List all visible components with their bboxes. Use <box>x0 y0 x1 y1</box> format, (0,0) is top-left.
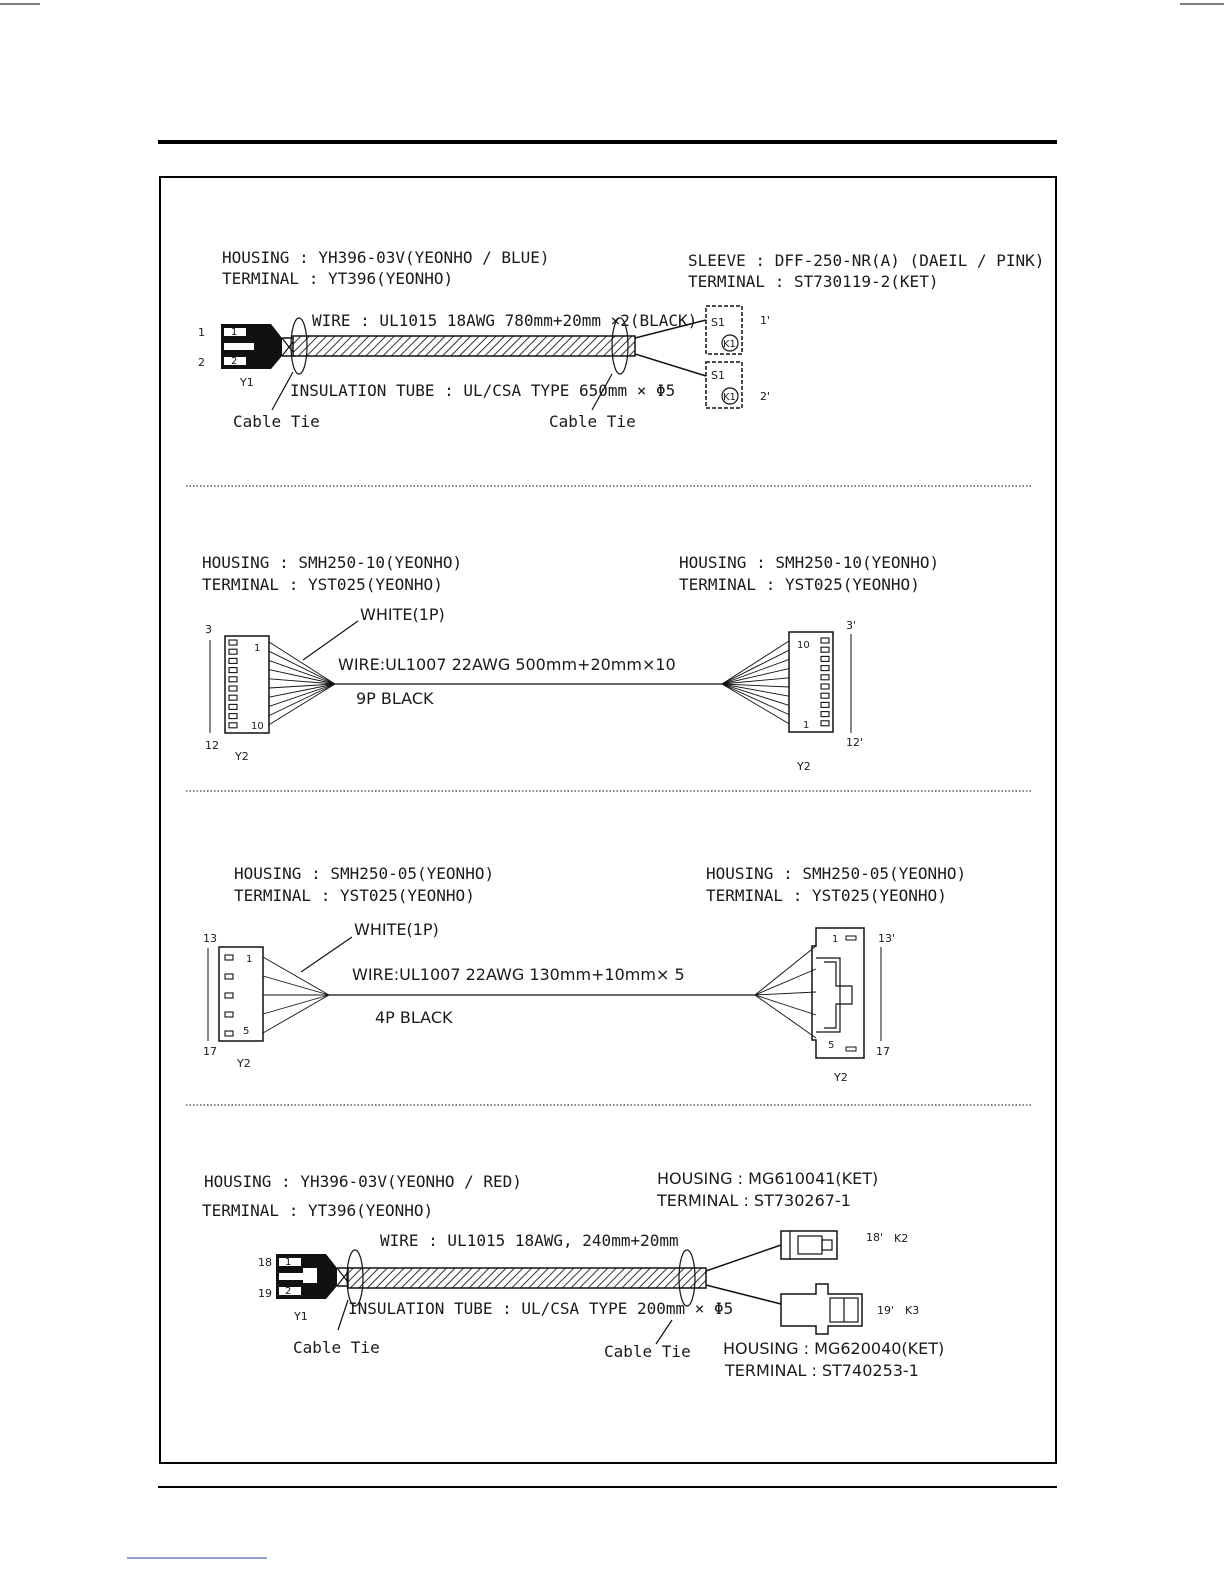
terminal-code: K1 <box>723 339 736 350</box>
white-wire-label: WHITE(1P) <box>354 920 439 939</box>
cable-tie-label: Cable Tie <box>549 412 636 431</box>
pin-number: 17 <box>203 1045 217 1058</box>
sleeve-code: S1 <box>711 316 725 329</box>
terminal-slot <box>229 723 237 728</box>
left-housing-label: HOUSING : YH396-03V(YEONHO / BLUE) <box>222 248 550 267</box>
wire-spec: WIRE : UL1015 18AWG, 240mm+20mm <box>380 1231 679 1250</box>
pin-number: 3' <box>846 619 857 632</box>
terminal-slot <box>821 647 829 652</box>
terminal-code: K1 <box>723 392 736 403</box>
slot-number: 1 <box>231 327 238 338</box>
right-housing-label: HOUSING : SMH250-10(YEONHO) <box>679 553 940 572</box>
slot-number: 1 <box>285 1257 292 1268</box>
harness-diagram-4 <box>202 1169 944 1380</box>
terminal-slot <box>229 649 237 654</box>
slot-number: 5 <box>243 1026 250 1037</box>
terminal-slot <box>821 638 829 643</box>
terminal-slot <box>225 1012 233 1017</box>
wire-spec: WIRE:UL1007 22AWG 130mm+10mm× 5 <box>352 965 685 984</box>
pin-number: 13 <box>203 932 217 945</box>
slot-number: 2 <box>285 1286 292 1297</box>
wire-strand <box>263 995 329 1033</box>
connector-code: Y2 <box>834 1071 848 1084</box>
right-housing-label: HOUSING : MG620040(KET) <box>723 1339 945 1358</box>
right-terminal-label: TERMINAL : ST740253-1 <box>725 1361 919 1380</box>
terminal-slot <box>225 955 233 960</box>
connector-code: Y2 <box>797 760 811 773</box>
left-terminal-label: TERMINAL : YST025(YEONHO) <box>202 575 443 594</box>
terminal-slot <box>821 693 829 698</box>
wire-strand <box>263 957 329 995</box>
wire-strand <box>722 659 789 684</box>
housing-connector-y1 <box>276 1254 337 1299</box>
slot-number: 10 <box>251 721 264 732</box>
wire-strand <box>755 946 816 995</box>
wire-strand <box>755 992 816 995</box>
housing-connector-k2 <box>781 1231 837 1259</box>
wire-strand <box>269 651 335 684</box>
wire-fan-right <box>755 946 816 1038</box>
terminal-slot <box>225 993 233 998</box>
sleeve-label: SLEEVE : DFF-250-NR(A) (DAEIL / PINK) <box>688 251 1045 270</box>
slot-number: 2 <box>231 356 238 367</box>
housing-connector-k3 <box>781 1284 862 1334</box>
pin-number: 18 <box>258 1256 272 1269</box>
left-terminal-label: TERMINAL : YST025(YEONHO) <box>234 886 475 905</box>
terminal-slot <box>821 721 829 726</box>
wire-strand <box>722 669 789 684</box>
wire-strand <box>263 976 329 995</box>
left-housing-label: HOUSING : SMH250-05(YEONHO) <box>234 864 495 883</box>
cable-tie-label: Cable Tie <box>604 1342 691 1361</box>
wire-fan-left <box>269 642 335 725</box>
housing-connector-left <box>219 947 263 1041</box>
harness-diagram-1 <box>198 248 1044 431</box>
wire-strand <box>263 995 329 1014</box>
pin-number: 13' <box>878 932 896 945</box>
right-terminal-label: TERMINAL : ST730267-1 <box>657 1191 851 1210</box>
wire-strand <box>722 641 789 684</box>
terminal-slot <box>229 668 237 673</box>
pin-number: 17 <box>876 1045 890 1058</box>
terminal-slot <box>229 677 237 682</box>
housing-connector-right <box>812 928 864 1058</box>
pin-number: 18' <box>866 1231 884 1244</box>
wire-strand <box>269 684 335 716</box>
pin-number: 12' <box>846 736 864 749</box>
terminal-code: K3 <box>905 1304 920 1317</box>
header-rule <box>158 140 1057 144</box>
wire-fan-left <box>263 957 329 1033</box>
sleeve-code: S1 <box>711 369 725 382</box>
terminal-code: K2 <box>894 1232 909 1245</box>
left-housing-label: HOUSING : YH396-03V(YEONHO / RED) <box>204 1172 522 1191</box>
pin-number: 1' <box>760 314 771 327</box>
terminal-slot <box>225 1031 233 1036</box>
housing-connector-y1 <box>221 324 282 369</box>
pin-number: 19 <box>258 1287 272 1300</box>
slot-number: 1 <box>803 720 810 731</box>
pin-number: 1 <box>198 326 205 339</box>
wire-strand <box>269 684 335 725</box>
insulation-tube-spec: INSULATION TUBE : UL/CSA TYPE 200mm × Φ5 <box>348 1299 734 1318</box>
left-terminal-label: TERMINAL : YT396(YEONHO) <box>202 1201 434 1220</box>
insulation-tube <box>348 1268 706 1288</box>
pin-number: 3 <box>205 623 212 636</box>
terminal-slot <box>821 666 829 671</box>
sleeve-terminal-2 <box>706 362 742 408</box>
white-wire-label: WHITE(1P) <box>360 605 445 624</box>
slot-number: 10 <box>797 640 810 651</box>
wire-strand <box>269 642 335 684</box>
connector-code: Y2 <box>237 1057 251 1070</box>
connector-code: Y1 <box>294 1310 308 1323</box>
terminal-slot <box>229 658 237 663</box>
right-terminal-label: TERMINAL : YST025(YEONHO) <box>706 886 947 905</box>
terminal-slot <box>821 684 829 689</box>
pin-number: 2 <box>198 356 205 369</box>
right-housing-label: HOUSING : MG610041(KET) <box>657 1169 879 1188</box>
wire-strand <box>722 684 789 715</box>
insulation-tube <box>293 336 635 356</box>
terminal-slot <box>229 686 237 691</box>
terminal-slot <box>821 712 829 717</box>
terminal-slot <box>229 704 237 709</box>
wire-fan-right <box>722 641 789 724</box>
black-wire-label: 4P BLACK <box>375 1008 453 1027</box>
left-housing-label: HOUSING : SMH250-10(YEONHO) <box>202 553 463 572</box>
harness-diagram-2 <box>202 553 939 773</box>
insulation-tube-spec: INSULATION TUBE : UL/CSA TYPE 650mm × Φ5 <box>290 381 676 400</box>
wire-strand <box>755 969 816 995</box>
pin-number: 2' <box>760 390 771 403</box>
terminal-slot <box>821 702 829 707</box>
terminal-slot <box>229 714 237 719</box>
slot-number: 1 <box>254 643 261 654</box>
sleeve-terminal-1 <box>706 306 742 354</box>
harness-diagram-3 <box>203 864 966 1084</box>
slot-number: 5 <box>828 1040 835 1051</box>
terminal-slot <box>229 640 237 645</box>
terminal-slot <box>821 675 829 680</box>
right-housing-label: HOUSING : SMH250-05(YEONHO) <box>706 864 967 883</box>
connector-code: Y2 <box>235 750 249 763</box>
slot-number: 1 <box>246 954 253 965</box>
wire-strand <box>755 995 816 1038</box>
terminal-slot <box>225 974 233 979</box>
right-terminal-label: TERMINAL : YST025(YEONHO) <box>679 575 920 594</box>
pin-number: 12 <box>205 739 219 752</box>
connector-code: Y1 <box>240 376 254 389</box>
terminal-slot <box>229 695 237 700</box>
black-wire-label: 9P BLACK <box>356 689 434 708</box>
terminal-slot <box>821 656 829 661</box>
pin-number: 19' <box>877 1304 895 1317</box>
right-terminal-label: TERMINAL : ST730119-2(KET) <box>688 272 939 291</box>
slot-number: 1 <box>832 934 839 945</box>
housing-connector-left <box>225 636 269 733</box>
cable-tie-label: Cable Tie <box>233 412 320 431</box>
cable-tie-label: Cable Tie <box>293 1338 380 1357</box>
left-terminal-label: TERMINAL : YT396(YEONHO) <box>222 269 454 288</box>
wire-spec: WIRE:UL1007 22AWG 500mm+20mm×10 <box>338 655 676 674</box>
wire-strand <box>755 995 816 1015</box>
footer-rule <box>158 1486 1057 1488</box>
housing-connector-right <box>789 632 833 732</box>
wire-spec: WIRE : UL1015 18AWG 780mm+20mm ×2(BLACK) <box>312 311 698 330</box>
